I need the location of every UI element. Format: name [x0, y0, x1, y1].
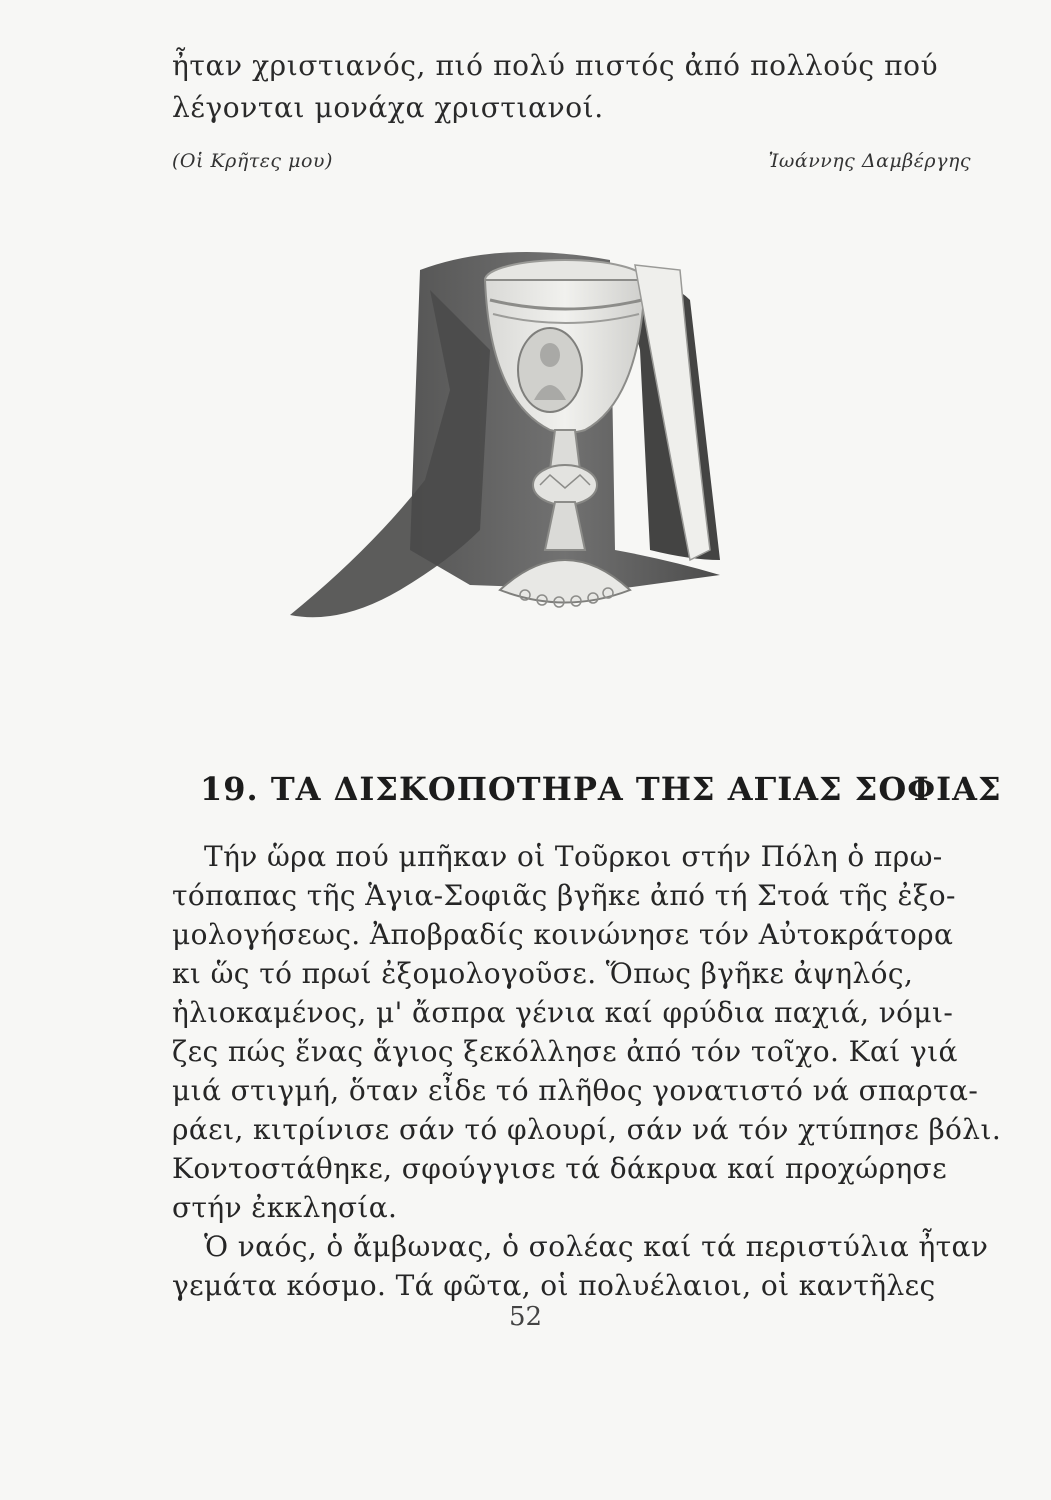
body-line-8: ράει, κιτρίνισε σάν τό φλουρί, σάν νά τόν χτύπησε βόλι. — [172, 1113, 1002, 1146]
page-number: 52 — [508, 1302, 543, 1332]
body-line-1: Τήν ὥρα πού μπῆκαν οἱ Τοῦρκοι στήν Πόλη ὁ πρω- — [204, 840, 943, 873]
body-line-9: Κοντοστάθηκε, σφούγγισε τά δάκρυα καί προχώρησε — [172, 1152, 947, 1185]
attribution-source: (Οἱ Κρῆτες μου) — [172, 150, 333, 172]
body-line-7: μιά στιγμή, ὅταν εἶδε τό πλῆθος γονατιστό νά σπαρτα- — [172, 1074, 979, 1107]
body-line-4: κι ὥς τό πρωί ἐξομολογοῦσε. Ὅπως βγῆκε ἀψηλός, — [172, 957, 914, 990]
body-line-2: τόπαπας τῆς Ἁγια-Σοφιᾶς βγῆκε ἀπό τή Στοά τῆς ἐξο- — [172, 879, 956, 912]
body-line-12: γεμάτα κόσμο. Τά φῶτα, οἱ πολυέλαιοι, οἱ καντῆλες — [172, 1269, 936, 1302]
attribution-author: Ἰωάννης Δαμβέργης — [768, 150, 971, 172]
intro-line-2: λέγονται μονάχα χριστιανοί. — [172, 91, 604, 124]
body-line-11: Ὁ ναός, ὁ ἄμβωνας, ὁ σολέας καί τά περιστύλια ἦταν — [204, 1230, 989, 1263]
chalice-with-veil-icon — [250, 230, 810, 650]
section-heading: 19. ΤΑ ΔΙΣΚΟΠΟΤΗΡΑ ΤΗΣ ΑΓΙΑΣ ΣΟΦΙΑΣ — [200, 770, 1002, 808]
body-line-6: ζες πώς ἕνας ἅγιος ξεκόλλησε ἀπό τόν τοῖχο. Καί γιά — [172, 1035, 958, 1068]
body-line-10: στήν ἐκκλησία. — [172, 1191, 398, 1224]
intro-line-1: ἦταν χριστιανός, πιό πολύ πιστός ἀπό πολλούς πού — [172, 49, 939, 82]
body-line-3: μολογήσεως. Ἀποβραδίς κοινώνησε τόν Αὐτοκράτορα — [172, 918, 954, 951]
body-line-5: ἡλιοκαμένος, μ' ἄσπρα γένια καί φρύδια παχιά, νόμι- — [172, 996, 954, 1029]
